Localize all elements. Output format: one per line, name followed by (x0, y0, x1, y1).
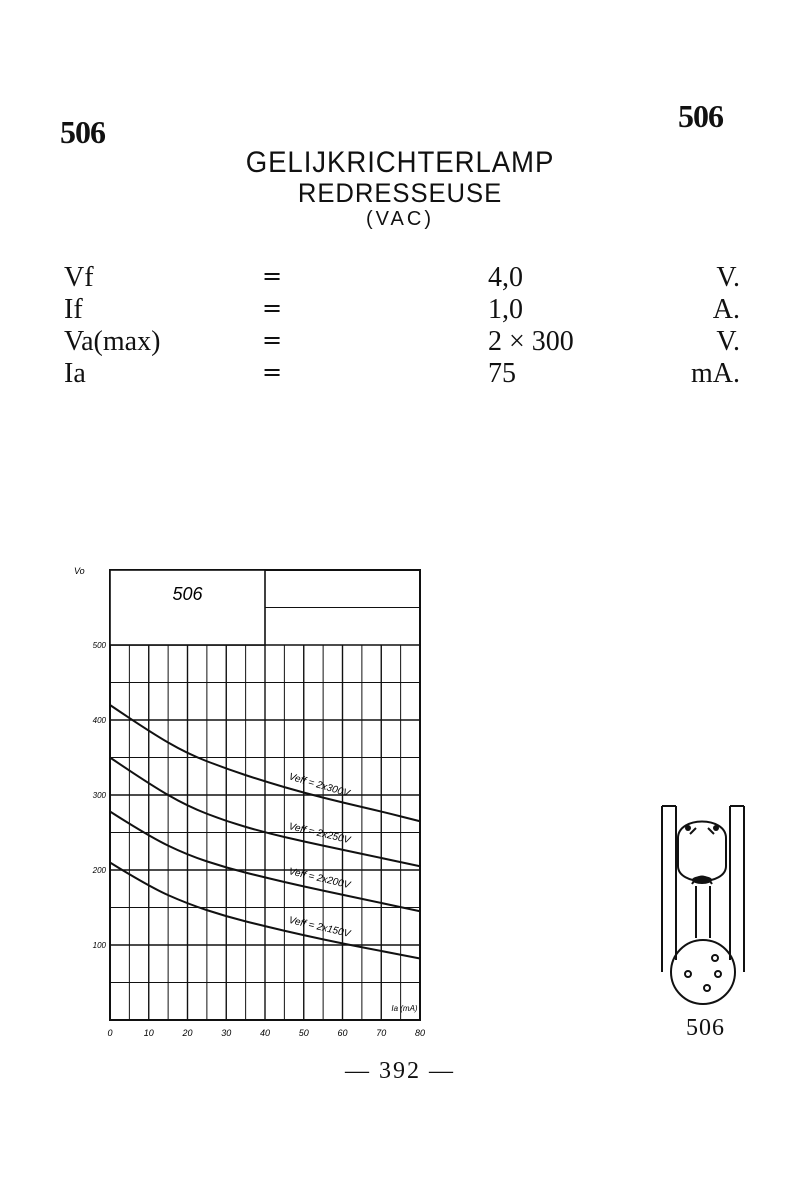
x-tick-label: 50 (298, 1028, 309, 1038)
chart-title: 506 (172, 584, 203, 604)
spec-row-if (0, 294, 800, 326)
spec-row-ia (0, 358, 800, 390)
spec-unit: V. (716, 262, 740, 293)
y-tick-label: 400 (92, 716, 106, 725)
spec-symbol: Ia (64, 358, 86, 389)
curve-label: Veff = 2x250V (287, 821, 352, 847)
cathode-dot-icon (692, 876, 712, 884)
x-axis-label: Ia (mA) (391, 1004, 418, 1013)
spec-symbol: Vf (64, 262, 94, 293)
curve-label: Veff = 2x300V (287, 771, 351, 800)
anode-dot-icon (685, 825, 691, 831)
spec-equals: = (262, 326, 283, 354)
chart-title-box (110, 570, 265, 645)
x-tick-label: 60 (337, 1028, 348, 1038)
spec-symbol: Va(max) (64, 326, 161, 357)
y-tick-label: 300 (92, 791, 106, 800)
spec-equals: = (262, 294, 283, 322)
spec-unit: mA. (691, 358, 740, 389)
spec-unit: V. (716, 326, 740, 357)
title-french: REDRESSEUSE (297, 178, 503, 208)
pin-icon (685, 971, 691, 977)
spec-row-va-max (0, 326, 800, 358)
x-tick-label: 80 (414, 1028, 426, 1038)
pin-icon (715, 971, 721, 977)
x-tick-label: 20 (182, 1028, 193, 1038)
spec-unit: A. (712, 294, 740, 325)
spec-symbol: If (64, 294, 83, 325)
y-tick-label: 500 (92, 641, 106, 650)
tube-envelope-icon (678, 822, 726, 882)
schematic-lead (696, 886, 710, 938)
pin-icon (704, 985, 710, 991)
y-tick-label: 200 (92, 866, 106, 875)
base-schematic (640, 788, 750, 1008)
x-tick-label: 10 (143, 1028, 154, 1038)
x-tick-label: 30 (221, 1028, 232, 1038)
spec-value: 4,0 (488, 262, 523, 293)
anode-dot-icon (713, 825, 719, 831)
tube-base-icon (671, 940, 735, 1004)
y-axis-label: Vo (74, 566, 85, 576)
tube-number-left: 506 (60, 114, 105, 150)
tube-number-right: 506 (678, 98, 723, 134)
spec-equals: = (262, 262, 283, 290)
pin-icon (712, 955, 718, 961)
x-tick-label: 0 (107, 1028, 113, 1038)
spec-equals: = (262, 358, 283, 386)
y-tick-label: 100 (92, 941, 106, 950)
curve-label: Veff = 2x150V (287, 914, 352, 940)
anode-plates-icon (690, 828, 714, 834)
spec-value: 2 × 300 (488, 326, 574, 357)
spec-row-vf (0, 262, 800, 294)
x-tick-label: 40 (259, 1028, 271, 1038)
curve-label: Veff = 2x200V (287, 866, 352, 892)
x-tick-label: 70 (376, 1028, 387, 1038)
schematic-label: 506 (686, 1015, 725, 1041)
spec-value: 1,0 (488, 294, 523, 325)
characteristic-chart (70, 555, 440, 1055)
title-dutch: GELIJKRICHTERLAMP (245, 146, 555, 179)
page-number: — 392 — (345, 1058, 455, 1084)
title-type: (VAC) (366, 208, 434, 230)
spec-value: 75 (488, 358, 516, 389)
